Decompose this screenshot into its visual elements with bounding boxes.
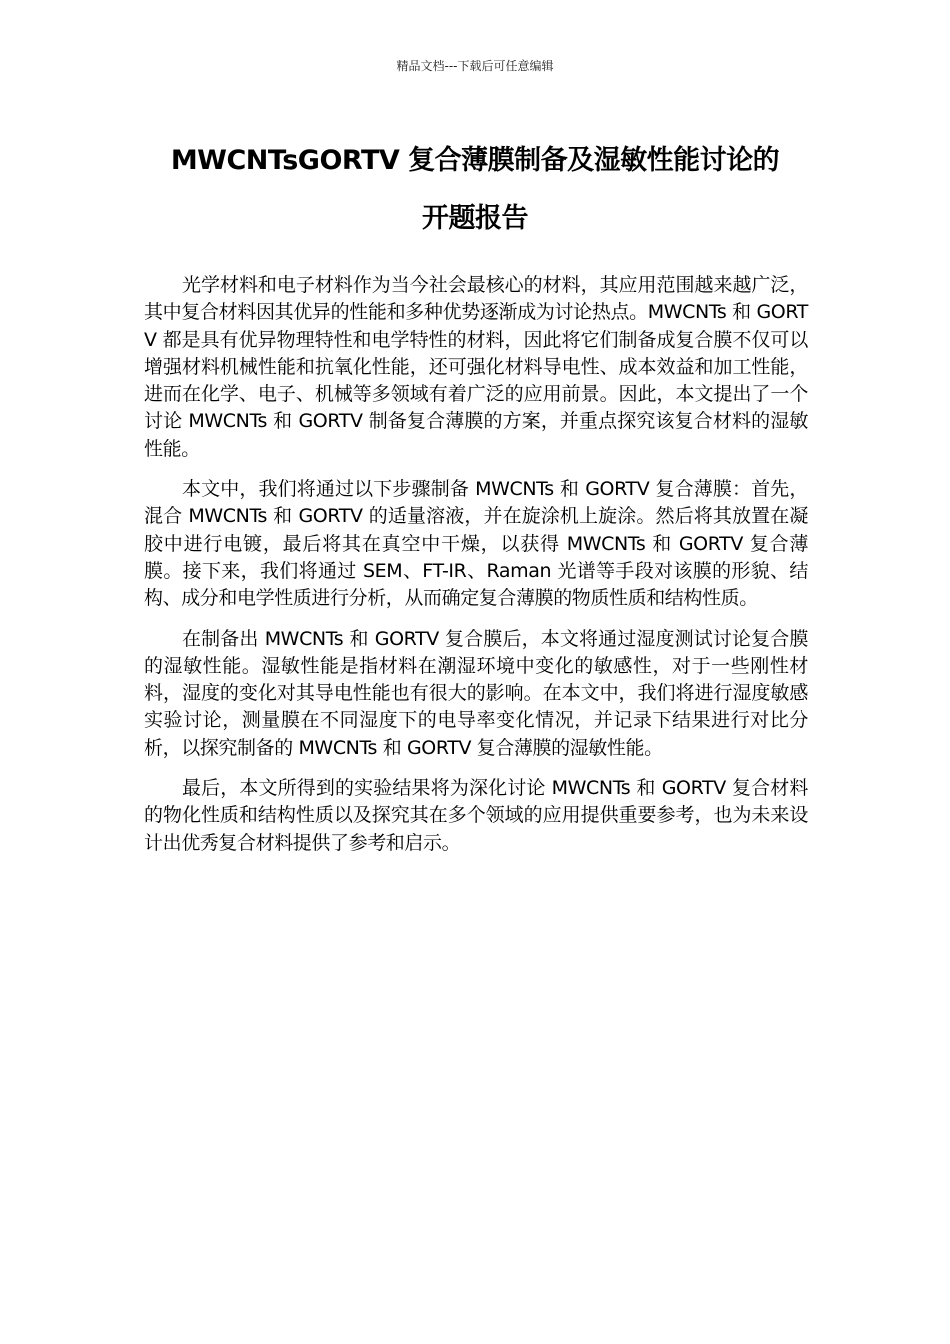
body-paragraph-4: 最后，本文所得到的实验结果将为深化讨论 MWCNTs 和 GORTV 复合材料的物化性质和结构性质以及探究其在多个领域的应用提供重要参考，也为未来设计出优秀复合材料提供了参考和启示。 [144,777,808,854]
page-header-note: 精品文档---下载后可任意编辑 [396,59,554,73]
body-paragraph-2: 本文中，我们将通过以下步骤制备 MWCNTs 和 GORTV 复合薄膜：首先，混合 MWCNTs 和 GORTV 的适量溶液，并在旋涂机上旋涂。然后将其放置在凝胶中进行电镀，最后将其在真空中干燥，以获得 MWCNTs 和 GORTV 复合薄膜。接下来，我们将通过 SEM、FT-IR、Raman 光谱等手段对该膜的形貌、结构、成分和电学性质进行分析，从而确定复合薄膜的物质性质和结构性质。 [144,478,808,610]
body-paragraph-3: 在制备出 MWCNTs 和 GORTV 复合膜后，本文将通过湿度测试讨论复合膜的湿敏性能。湿敏性能是指材料在潮湿环境中变化的敏感性，对于一些刚性材料，湿度的变化对其导电性能也有很大的影响。在本文中，我们将进行湿度敏感实验讨论，测量膜在不同湿度下的电导率变化情况，并记录下结果进行对比分析，以探究制备的 MWCNTs 和 GORTV 复合薄膜的湿敏性能。 [144,627,808,759]
document-title [120,132,830,248]
document-title-line-1: MWCNTsGORTV 复合薄膜制备及湿敏性能讨论的 [170,145,780,176]
body-paragraph-1: 光学材料和电子材料作为当今社会最核心的材料，其应用范围越来越广泛，其中复合材料因其优异的性能和多种优势逐渐成为讨论热点。MWCNTs 和 GORTV 都是具有优异物理特性和电学特性的材料，因此将它们制备成复合膜不仅可以增强材料机械性能和抗氧化性能，还可强化材料导电性、成本效益和加工性能，进而在化学、电子、机械等多领域有着广泛的应用前景。因此，本文提出了一个讨论 MWCNTs 和 GORTV 制备复合薄膜的方案，并重点探究该复合材料的湿敏性能。 [144,274,808,460]
document-title-line-2: 开题报告 [422,203,528,234]
document-body [144,272,808,870]
